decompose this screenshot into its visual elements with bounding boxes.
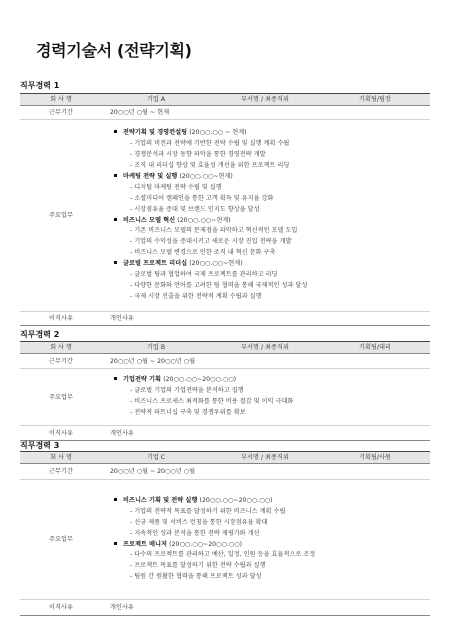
duty-detail: - 경쟁분석과 시장 동향 파악을 통한 경영전략 개발 <box>114 150 426 161</box>
bullet-icon <box>114 261 117 264</box>
duty-period: (20○○.○○~20○○.○○) <box>163 376 237 384</box>
duty-heading <box>114 540 426 551</box>
duties-label: 주요업무 <box>20 369 102 426</box>
duty-detail: - 팀원 간 원활한 협력을 통해 프로젝트 성과 달성 <box>114 572 426 583</box>
section-title: 직무경력 1 <box>20 81 60 90</box>
duty-detail: - 지속적인 성과 분석을 통한 전략 재평가와 개선 <box>114 529 426 540</box>
bullet-icon <box>114 174 117 177</box>
duty-heading <box>114 216 426 227</box>
duty-detail: - 기업의 전략적 목표를 달성하기 위한 비즈니스 계획 수립 <box>114 507 426 518</box>
reason-row <box>20 600 430 616</box>
duties-cell <box>102 480 430 600</box>
reason-label: 이직사유 <box>49 604 73 611</box>
reason-value: 개인사유 <box>110 315 134 322</box>
bullet-icon <box>114 218 117 221</box>
team-position: 기획팀/팀장 <box>320 94 430 106</box>
career-table <box>20 451 430 616</box>
bullet-icon <box>114 130 117 133</box>
duty-detail: - 디지털 마케팅 전략 수립 및 실행 <box>114 183 426 194</box>
duty-detail: - 기업의 비전과 전략에 기반한 전략 수립 및 실행 계획 수립 <box>114 139 426 150</box>
duties-row <box>20 480 430 600</box>
duty-heading <box>114 259 426 270</box>
period-row <box>20 354 430 369</box>
duty-detail: - 프로젝트 목표를 달성하기 위한 전략 수립과 실행 <box>114 561 426 572</box>
duty-heading <box>114 375 426 386</box>
career-header-row <box>20 452 430 464</box>
period-label: 근무기간 <box>20 106 102 120</box>
reason-row <box>20 426 430 441</box>
duty-title: 글로벌 프로젝트 리더십 <box>123 260 188 268</box>
period-value: 20○○년 ○월 ~ 20○○년 ○월 <box>102 354 430 369</box>
duty-period: (20○○.○○~현재) <box>189 260 243 268</box>
duty-detail: - 국제 시장 진출을 위한 전략적 계획 수립과 실행 <box>114 292 426 303</box>
duty-detail: - 다양한 문화와 언어를 고려한 팀 협력을 통해 국제적인 성과 달성 <box>114 281 426 292</box>
bullet-icon <box>114 542 117 545</box>
reason-label: 이직사유 <box>49 315 73 322</box>
duties-row <box>20 120 430 312</box>
department-position-label: 부서명 / 최종직위 <box>210 94 320 106</box>
section-title: 직무경력 3 <box>20 441 60 450</box>
period-label: 근무기간 <box>20 464 102 480</box>
reason-value: 개인사유 <box>110 429 134 437</box>
duty-title: 전략기획 및 경영컨설팅 <box>123 129 188 137</box>
duty-detail: - 신규 제품 및 서비스 런칭을 통한 시장점유율 확대 <box>114 518 426 529</box>
duty-title: 기업전략 기획 <box>123 376 162 384</box>
company-name: 기업 B <box>102 342 210 354</box>
section-title: 직무경력 2 <box>20 330 60 339</box>
duty-detail: - 기업의 수익성을 증대시키고 새로운 시장 진입 전략을 개발 <box>114 237 426 248</box>
duty-detail: - 소셜미디어 캠페인을 통한 고객 획득 및 유지율 강화 <box>114 194 426 205</box>
career-table <box>20 341 430 441</box>
period-row <box>20 106 430 120</box>
duty-title: 비즈니스 모델 혁신 <box>123 216 176 224</box>
duty-title: 프로젝트 매니저 <box>123 540 167 548</box>
duty-detail: - 시장점유율 증대 및 브랜드 인지도 향상을 달성 <box>114 205 426 216</box>
duty-detail: - 조직 내 리더십 향상 및 효율성 개선을 위한 프로젝트 리딩 <box>114 161 426 172</box>
duty-period: (20○○.○○ ~ 현재) <box>189 129 247 137</box>
duties-cell <box>102 369 430 426</box>
duty-detail: - 글로벌 팀과 협업하여 국제 프로젝트를 관리하고 리딩 <box>114 270 426 281</box>
reason-label: 이직사유 <box>49 429 73 437</box>
duty-detail: - 비즈니스 모델 변경으로 인한 조직 내 혁신 문화 구축 <box>114 248 426 259</box>
team-position: 기획팀/사원 <box>320 452 430 464</box>
duty-period: (20○○.○○~현재) <box>179 172 233 180</box>
period-label: 근무기간 <box>20 354 102 369</box>
period-row <box>20 464 430 480</box>
company-name-label: 회 사 명 <box>20 94 102 106</box>
duty-detail: - 다수의 프로젝트를 관리하고 예산, 일정, 인원 등을 효율적으로 조정 <box>114 550 426 561</box>
document-title: 경력기술서 (전략기획) <box>36 41 192 60</box>
department-position-label: 부서명 / 최종직위 <box>210 342 320 354</box>
career-header-row <box>20 342 430 354</box>
team-position: 기획팀/대리 <box>320 342 430 354</box>
bullet-icon <box>114 498 117 501</box>
duties-row <box>20 369 430 426</box>
company-name: 기업 C <box>102 452 210 464</box>
duty-detail: - 글로벌 기업의 기업전략을 분석하고 집행 <box>114 386 426 397</box>
career-header-row <box>20 94 430 106</box>
duty-heading <box>114 128 426 139</box>
duty-detail: - 기존 비즈니스 모델의 문제점을 파악하고 혁신적인 모델 도입 <box>114 226 426 237</box>
duty-title: 비즈니스 기획 및 전략 실행 <box>123 496 198 504</box>
company-name-label: 회 사 명 <box>20 452 102 464</box>
period-value: 20○○년 ○월 ~ 20○○년 ○월 <box>102 464 430 480</box>
career-table <box>20 93 430 326</box>
department-position-label: 부서명 / 최종직위 <box>210 452 320 464</box>
company-name: 기업 A <box>102 94 210 106</box>
duty-heading <box>114 496 426 507</box>
reason-row <box>20 312 430 326</box>
duties-cell <box>102 120 430 312</box>
company-name-label: 회 사 명 <box>20 342 102 354</box>
duties-label: 주요업무 <box>20 120 102 312</box>
duty-period: (20○○.○○~20○○.○○) <box>199 496 273 504</box>
duty-period: (20○○.○○~현재) <box>177 216 231 224</box>
duty-detail: - 전략적 파트너십 구축 및 경쟁우위를 확보 <box>114 408 426 419</box>
duty-title: 마케팅 전략 및 실행 <box>123 172 178 180</box>
period-value: 20○○년 ○월 ~ 현재 <box>102 106 430 120</box>
duty-detail: - 비즈니스 프로세스 최적화를 통한 비용 절감 및 이익 극대화 <box>114 397 426 408</box>
duty-heading <box>114 172 426 183</box>
reason-value: 개인사유 <box>110 604 134 611</box>
duty-period: (20○○.○○~20○○.○○) <box>169 540 243 548</box>
duties-label: 주요업무 <box>20 480 102 600</box>
bullet-icon <box>114 377 117 380</box>
